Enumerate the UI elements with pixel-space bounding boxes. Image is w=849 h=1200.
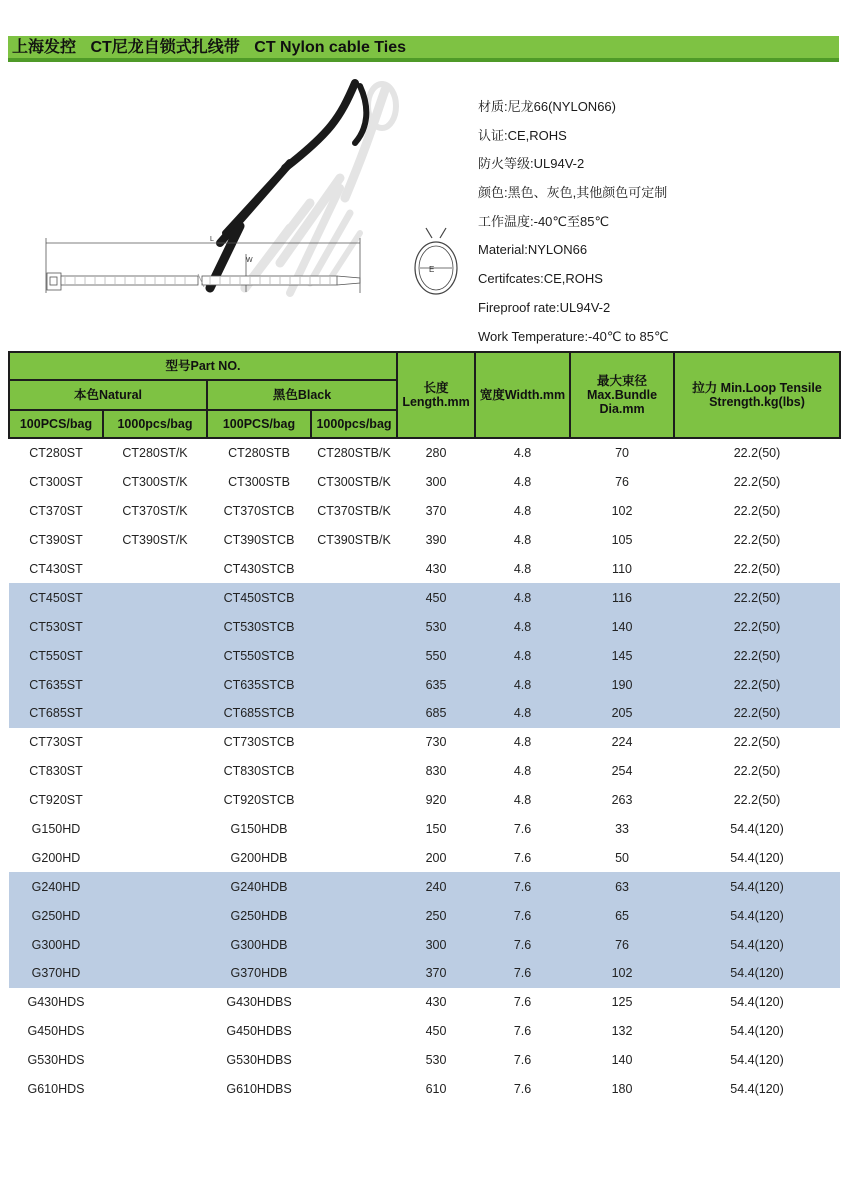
- cell-length: 530: [397, 612, 475, 641]
- cell-tensile: 54.4(120): [674, 959, 840, 988]
- cell-tensile: 22.2(50): [733, 533, 781, 548]
- table-row: [9, 497, 840, 526]
- cell-width: 4.8: [475, 670, 570, 699]
- cell-bundle: 254: [611, 764, 633, 779]
- cell-width: 7.6: [513, 822, 532, 837]
- cell-bundle: 102: [611, 504, 633, 519]
- cell-b100: CT550STCB: [207, 641, 311, 670]
- title-en: CT Nylon cable Ties: [254, 39, 407, 56]
- cell-b1000: [311, 670, 397, 699]
- table-row: [9, 612, 840, 641]
- cell-n100: CT920ST: [29, 793, 83, 808]
- cell-tensile: 22.2(50): [674, 612, 840, 641]
- cell-b1000: [311, 959, 397, 988]
- cell-n100: G450HDS: [27, 1024, 85, 1039]
- cell-bundle: 33: [615, 822, 629, 837]
- cell-n1000: [103, 930, 207, 959]
- cell-b1000: [311, 1075, 397, 1104]
- cell-bundle: 70: [615, 446, 629, 461]
- cell-b100: CT430STCB: [223, 562, 295, 576]
- cell-tensile: 22.2(50): [733, 793, 781, 808]
- cell-n1000: [103, 872, 207, 901]
- cell-tensile: 22.2(50): [733, 764, 781, 779]
- cell-bundle: 110: [612, 562, 632, 576]
- cell-length: 450: [397, 583, 475, 612]
- table-row: [9, 468, 840, 497]
- spec-temp-en: Work Temperature:-40℃ to 85℃: [478, 328, 669, 344]
- cell-n100: CT550ST: [9, 641, 103, 670]
- cell-tensile: 54.4(120): [730, 1024, 784, 1039]
- header-natural-100: 100PCS/bag: [9, 410, 103, 438]
- cell-n100: G150HD: [31, 822, 81, 837]
- table-row: [9, 526, 840, 555]
- header-length: 长度 Length.mm: [397, 352, 475, 438]
- cell-n100: CT685ST: [9, 699, 103, 728]
- cell-n100: G300HD: [9, 930, 103, 959]
- cell-length: 530: [425, 1053, 447, 1068]
- cell-n100: CT730ST: [29, 735, 83, 750]
- cell-n100: CT830ST: [29, 764, 83, 779]
- header-black-1000: 1000pcs/bag: [311, 410, 397, 438]
- cell-n1000: [103, 728, 207, 757]
- table-row: [9, 872, 840, 901]
- cell-n100: G240HD: [9, 872, 103, 901]
- cell-b1000: [311, 583, 397, 612]
- cell-tensile: 22.2(50): [733, 562, 781, 576]
- cell-bundle: 224: [611, 735, 633, 750]
- cable-ties-image: [40, 78, 470, 353]
- cell-bundle: 116: [570, 583, 674, 612]
- header-bundle: 最大束径 Max.Bundle Dia.mm: [570, 352, 674, 438]
- product-illustration: [40, 78, 470, 353]
- table-row: [9, 786, 840, 815]
- cell-n100: G610HDS: [27, 1082, 85, 1097]
- cell-n1000: [103, 901, 207, 930]
- dim-length-label: L: [210, 236, 214, 243]
- cell-bundle: 105: [611, 533, 633, 548]
- spec-material-en: Material:NYLON66: [478, 242, 588, 258]
- cell-b100: CT920STCB: [223, 793, 295, 808]
- cell-b1000: CT390STB/K: [317, 533, 391, 548]
- cell-b1000: CT300STB/K: [317, 475, 391, 490]
- cell-n1000: [103, 959, 207, 988]
- cell-length: 685: [397, 699, 475, 728]
- cell-b100: G430HDBS: [226, 995, 292, 1010]
- table-row: [9, 699, 840, 728]
- header-width: 宽度Width.mm: [475, 352, 570, 438]
- cell-width: 4.8: [475, 699, 570, 728]
- cell-b100: CT300STB: [228, 475, 290, 490]
- cell-b100: G610HDBS: [226, 1082, 292, 1097]
- spec-cert-en: Certifcates:CE,ROHS: [478, 271, 603, 287]
- cell-n100: G250HD: [9, 901, 103, 930]
- cell-bundle: 63: [570, 872, 674, 901]
- cell-b100: G240HDB: [207, 872, 311, 901]
- cell-n1000: [103, 670, 207, 699]
- cell-n1000: [103, 1017, 207, 1046]
- header-natural-1000: 1000pcs/bag: [103, 410, 207, 438]
- cell-bundle: 132: [611, 1024, 633, 1039]
- cell-bundle: 205: [570, 699, 674, 728]
- cell-length: 250: [397, 901, 475, 930]
- cell-width: 4.8: [513, 562, 532, 576]
- spec-color-cn: 颜色:黑色、灰色,其他颜色可定制: [478, 185, 668, 201]
- cell-b100: CT280STB: [228, 446, 290, 461]
- table-row: [9, 843, 840, 872]
- cell-bundle: 190: [570, 670, 674, 699]
- cell-tensile: 54.4(120): [674, 930, 840, 959]
- cell-n1000: [103, 612, 207, 641]
- cell-b100: G450HDBS: [226, 1024, 292, 1039]
- table-row: [9, 583, 840, 612]
- cell-bundle: 140: [570, 612, 674, 641]
- cell-length: 150: [425, 822, 447, 837]
- header-black-100: 100PCS/bag: [207, 410, 311, 438]
- cell-n1000: [103, 555, 207, 584]
- cell-bundle: 140: [611, 1053, 633, 1068]
- cell-width: 7.6: [513, 850, 532, 865]
- cell-b100: CT390STCB: [223, 533, 295, 548]
- cell-b100: G300HDB: [207, 930, 311, 959]
- cell-b100: G370HDB: [207, 959, 311, 988]
- cell-n100: G200HD: [31, 850, 81, 865]
- cell-length: 370: [425, 504, 447, 519]
- cell-b100: CT635STCB: [207, 670, 311, 699]
- cell-bundle: 102: [570, 959, 674, 988]
- title-cn: CT尼龙自锁式扎线带: [90, 39, 240, 56]
- spec-fire-en: Fireproof rate:UL94V-2: [478, 299, 611, 315]
- cell-length: 240: [397, 872, 475, 901]
- cell-width: 4.8: [475, 641, 570, 670]
- cell-width: 4.8: [513, 533, 532, 548]
- cell-n100: CT635ST: [9, 670, 103, 699]
- cell-n1000: [103, 786, 207, 815]
- cell-b100: CT730STCB: [223, 735, 295, 750]
- cell-bundle: 65: [570, 901, 674, 930]
- cell-b100: CT685STCB: [207, 699, 311, 728]
- cell-n100: CT370ST: [29, 504, 83, 519]
- cell-b1000: [311, 641, 397, 670]
- header-part-no: 型号Part NO.: [9, 352, 397, 380]
- cell-n100: G370HD: [9, 959, 103, 988]
- table-row: [9, 641, 840, 670]
- cell-n1000: [103, 757, 207, 786]
- spec-list: [478, 96, 828, 354]
- cell-width: 4.8: [475, 612, 570, 641]
- cell-n1000: [103, 583, 207, 612]
- cell-tensile: 22.2(50): [733, 475, 781, 490]
- cell-tensile: 22.2(50): [674, 641, 840, 670]
- cell-length: 830: [425, 764, 447, 779]
- cell-n1000: CT300ST/K: [122, 475, 188, 490]
- cell-b1000: [311, 1046, 397, 1075]
- cell-tensile: 22.2(50): [733, 504, 781, 519]
- cell-b1000: [311, 815, 397, 844]
- cell-b1000: [311, 901, 397, 930]
- table-row: [9, 728, 840, 757]
- cell-width: 4.8: [513, 735, 532, 750]
- cell-length: 280: [425, 446, 447, 461]
- cell-n1000: [103, 815, 207, 844]
- dim-width-label: W: [246, 257, 253, 264]
- table-body: [9, 438, 840, 1103]
- cell-width: 4.8: [513, 504, 532, 519]
- table-row: [9, 901, 840, 930]
- cell-tensile: 22.2(50): [733, 446, 781, 461]
- cell-length: 200: [425, 850, 447, 865]
- cell-b100: CT370STCB: [223, 504, 295, 519]
- cell-bundle: 76: [570, 930, 674, 959]
- cell-tensile: 54.4(120): [730, 822, 784, 837]
- cell-tensile: 54.4(120): [730, 1053, 784, 1068]
- cell-b1000: [311, 699, 397, 728]
- cell-bundle: 76: [615, 475, 629, 490]
- cell-b1000: [311, 786, 397, 815]
- company-name: 上海发控: [12, 39, 77, 56]
- cell-n1000: [103, 641, 207, 670]
- cell-b100: G530HDBS: [226, 1053, 292, 1068]
- cell-n1000: CT390ST/K: [122, 533, 188, 548]
- cell-n100: G430HDS: [27, 995, 85, 1010]
- cell-b100: G250HDB: [207, 901, 311, 930]
- table-row: [9, 757, 840, 786]
- cell-n100: CT300ST: [29, 475, 83, 490]
- cell-width: 7.6: [513, 1082, 532, 1097]
- header-natural: 本色Natural: [9, 380, 207, 410]
- cell-n1000: [103, 843, 207, 872]
- cell-b1000: [311, 872, 397, 901]
- page-title-bar: [8, 36, 839, 62]
- cell-width: 7.6: [513, 1053, 532, 1068]
- table-row: [9, 1017, 840, 1046]
- cell-bundle: 145: [570, 641, 674, 670]
- cell-bundle: 50: [615, 850, 629, 865]
- cell-n100: CT280ST: [29, 446, 83, 461]
- loop-diagram: [415, 228, 457, 294]
- table-row: [9, 1046, 840, 1075]
- table-row: [9, 670, 840, 699]
- spec-material-cn: 材质:尼龙66(NYLON66): [478, 99, 616, 114]
- cell-n1000: [103, 988, 207, 1017]
- spec-temp-cn: 工作温度:-40℃至85℃: [478, 213, 610, 229]
- cell-length: 370: [397, 959, 475, 988]
- cell-n1000: [103, 699, 207, 728]
- cell-b100: CT450STCB: [207, 583, 311, 612]
- cell-width: 4.8: [475, 583, 570, 612]
- cell-bundle: 180: [611, 1082, 633, 1097]
- product-table: [8, 351, 841, 1103]
- cell-n100: CT450ST: [9, 583, 103, 612]
- cell-b100: CT530STCB: [207, 612, 311, 641]
- cell-b1000: [311, 757, 397, 786]
- cell-b1000: [311, 612, 397, 641]
- cell-tensile: 54.4(120): [730, 1082, 784, 1097]
- cell-width: 4.8: [513, 793, 532, 808]
- cell-b100: CT830STCB: [223, 764, 295, 779]
- cell-width: 4.8: [513, 475, 532, 490]
- cell-n1000: [103, 1046, 207, 1075]
- cell-tensile: 22.2(50): [674, 583, 840, 612]
- cell-tensile: 54.4(120): [730, 995, 784, 1010]
- cell-width: 7.6: [475, 959, 570, 988]
- cell-b1000: [311, 555, 397, 584]
- cell-tensile: 54.4(120): [674, 872, 840, 901]
- cell-b100: G200HDB: [230, 850, 288, 865]
- table-row: [9, 815, 840, 844]
- table-row: [9, 438, 840, 468]
- cell-length: 610: [425, 1082, 447, 1097]
- cell-n100: G530HDS: [27, 1053, 85, 1068]
- cell-tensile: 22.2(50): [674, 670, 840, 699]
- cell-tensile: 22.2(50): [674, 699, 840, 728]
- table-row: [9, 1075, 840, 1104]
- cell-width: 7.6: [513, 1024, 532, 1039]
- dim-loop-label: E: [429, 265, 435, 274]
- cell-length: 730: [425, 735, 447, 750]
- cell-n1000: [103, 1075, 207, 1104]
- cell-length: 300: [397, 930, 475, 959]
- cell-n100: CT430ST: [29, 562, 83, 576]
- table-row: [9, 959, 840, 988]
- cell-length: 300: [425, 475, 447, 490]
- spec-cert-cn: 认证:CE,ROHS: [478, 127, 567, 143]
- cell-b1000: [311, 843, 397, 872]
- cell-b1000: [311, 930, 397, 959]
- cell-length: 390: [425, 533, 447, 548]
- cell-b1000: [311, 988, 397, 1017]
- cell-length: 430: [425, 562, 447, 576]
- cell-width: 4.8: [513, 446, 532, 461]
- cell-length: 430: [425, 995, 447, 1010]
- cell-length: 920: [425, 793, 447, 808]
- cell-n100: CT390ST: [29, 533, 83, 548]
- cell-tensile: 54.4(120): [674, 901, 840, 930]
- cell-width: 4.8: [513, 764, 532, 779]
- cell-bundle: 263: [611, 793, 633, 808]
- cell-b100: G150HDB: [230, 822, 288, 837]
- cell-b1000: [311, 1017, 397, 1046]
- table-row: [9, 555, 840, 584]
- cell-b1000: CT370STB/K: [317, 504, 391, 519]
- cell-tensile: 54.4(120): [730, 850, 784, 865]
- spec-fire-cn: 防火等级:UL94V-2: [478, 156, 585, 172]
- cell-width: 7.6: [475, 901, 570, 930]
- cell-width: 7.6: [513, 995, 532, 1010]
- cell-tensile: 22.2(50): [733, 735, 781, 750]
- cell-length: 635: [397, 670, 475, 699]
- cell-length: 450: [425, 1024, 447, 1039]
- cell-width: 7.6: [475, 872, 570, 901]
- cell-bundle: 125: [611, 995, 633, 1010]
- table-row: [9, 930, 840, 959]
- cell-width: 7.6: [475, 930, 570, 959]
- cell-n1000: CT280ST/K: [122, 446, 188, 461]
- cell-b1000: [311, 728, 397, 757]
- cell-n100: CT530ST: [9, 612, 103, 641]
- cell-length: 550: [397, 641, 475, 670]
- header-black: 黑色Black: [207, 380, 397, 410]
- cell-n1000: CT370ST/K: [122, 504, 188, 519]
- cell-b1000: CT280STB/K: [317, 446, 391, 461]
- header-tensile: 拉力 Min.Loop Tensile Strength.kg(lbs): [674, 352, 840, 438]
- table-row: [9, 988, 840, 1017]
